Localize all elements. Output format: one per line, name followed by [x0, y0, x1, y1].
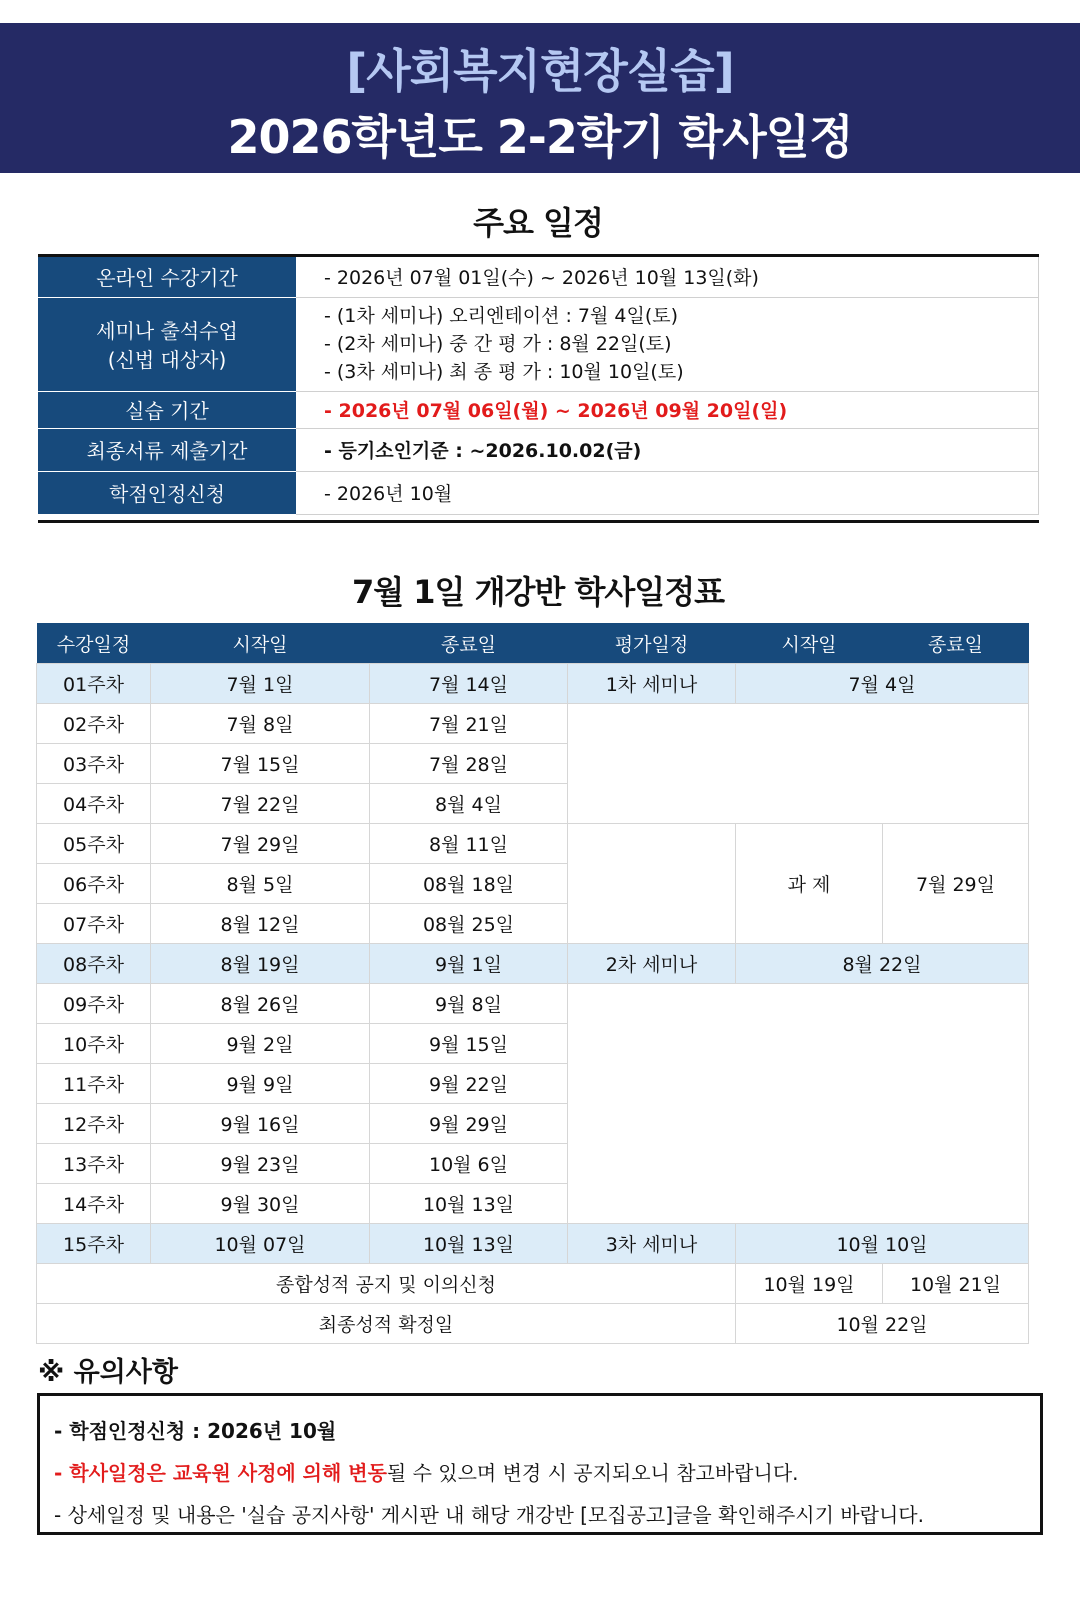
week-start: 7월 1일 [151, 664, 370, 704]
week-start: 7월 8일 [151, 704, 370, 744]
week-start: 7월 22일 [151, 784, 370, 824]
grade-notice-label: 종합성적 공지 및 이의신청 [37, 1264, 736, 1304]
eval-seminar1: 1차 세미나 [568, 664, 736, 704]
final-grade-row [37, 1304, 1029, 1344]
seminar-line-2: - (2차 세미나) 중 간 평 가 : 8월 22일(토) [324, 333, 672, 355]
key-seminar-line2: (신법 대상자) [107, 348, 227, 372]
week-label: 09주차 [37, 984, 151, 1024]
week-end: 8월 11일 [370, 824, 568, 864]
eval-seminar3-date: 10월 10일 [736, 1224, 1029, 1264]
week-start: 9월 9일 [151, 1064, 370, 1104]
eval-empty-block-2 [568, 824, 736, 944]
grade-notice-row [37, 1264, 1029, 1304]
row-documents [38, 428, 1039, 471]
week-label: 04주차 [37, 784, 151, 824]
week-label: 01주차 [37, 664, 151, 704]
main-schedule-title: 주요 일정 [473, 204, 603, 242]
seminar-line-3: - (3차 세미나) 최 종 평 가 : 10월 10일(토) [324, 361, 684, 383]
notice-line-2-rest: 될 수 있으며 변경 시 공지되오니 참고바랍니다. [386, 1461, 799, 1485]
notice-line-1: - 학점인정신청 : 2026년 10월 [54, 1419, 337, 1443]
eval-empty-block-3 [568, 984, 1029, 1224]
row-credit [38, 471, 1039, 514]
eval-seminar1-date: 7월 4일 [736, 664, 1029, 704]
notice-line-2 [54, 1452, 1026, 1494]
key-online-period: 온라인 수강기간 [38, 257, 296, 297]
week-start: 9월 2일 [151, 1024, 370, 1064]
week-start: 9월 30일 [151, 1184, 370, 1224]
col-header-eval-end: 종료일 [883, 623, 1029, 664]
week-end: 9월 22일 [370, 1064, 568, 1104]
week-end: 9월 8일 [370, 984, 568, 1024]
table-row [37, 1224, 1029, 1264]
table-row [37, 824, 1029, 864]
row-online-period [38, 257, 1039, 297]
week-label: 08주차 [37, 944, 151, 984]
col-header-start: 시작일 [151, 623, 370, 664]
week-label: 11주차 [37, 1064, 151, 1104]
col-header-course: 수강일정 [37, 623, 151, 664]
week-end: 8월 4일 [370, 784, 568, 824]
value-online-period: - 2026년 07월 01일(수) ~ 2026년 10월 13일(화) [296, 257, 1039, 297]
eval-assignment-date: 7월 29일 [883, 824, 1029, 944]
table-row [37, 664, 1029, 704]
week-end: 7월 21일 [370, 704, 568, 744]
header-subject: [사회복지현장실습] [346, 44, 734, 98]
week-end: 08월 18일 [370, 864, 568, 904]
key-documents: 최종서류 제출기간 [38, 428, 296, 471]
notice-title: ※ 유의사항 [38, 1357, 178, 1388]
week-end: 10월 6일 [370, 1144, 568, 1184]
col-header-end: 종료일 [370, 623, 568, 664]
week-label: 13주차 [37, 1144, 151, 1184]
week-start: 9월 23일 [151, 1144, 370, 1184]
value-credit: - 2026년 10월 [296, 471, 1039, 514]
week-start: 8월 5일 [151, 864, 370, 904]
value-documents: - 등기소인기준 : ~2026.10.02(금) [296, 428, 1039, 471]
table-row [37, 704, 1029, 744]
value-practice-period: - 2026년 07월 06일(월) ~ 2026년 09월 20일(일) [296, 391, 1039, 428]
week-start: 10월 07일 [151, 1224, 370, 1264]
main-schedule-table [38, 257, 1039, 515]
week-start: 9월 16일 [151, 1104, 370, 1144]
eval-seminar2-date: 8월 22일 [736, 944, 1029, 984]
week-start: 7월 29일 [151, 824, 370, 864]
final-grade-date: 10월 22일 [736, 1304, 1029, 1344]
col-header-eval-start: 시작일 [736, 623, 883, 664]
week-start: 8월 12일 [151, 904, 370, 944]
notice-line-3: - 상세일정 및 내용은 '실습 공지사항' 게시판 내 해당 개강반 [모집공고]글을 확인해주시기 바랍니다. [54, 1503, 924, 1527]
week-end: 7월 14일 [370, 664, 568, 704]
week-label: 12주차 [37, 1104, 151, 1144]
key-practice-period: 실습 기간 [38, 391, 296, 428]
week-end: 7월 28일 [370, 744, 568, 784]
eval-empty-block-1 [568, 704, 1029, 824]
eval-seminar3: 3차 세미나 [568, 1224, 736, 1264]
week-end: 9월 29일 [370, 1104, 568, 1144]
final-grade-label: 최종성적 확정일 [37, 1304, 736, 1344]
week-start: 8월 19일 [151, 944, 370, 984]
week-label: 06주차 [37, 864, 151, 904]
header-title: 2026학년도 2-2학기 학사일정 [227, 110, 853, 164]
table-row [37, 984, 1029, 1024]
week-start: 7월 15일 [151, 744, 370, 784]
week-start: 8월 26일 [151, 984, 370, 1024]
col-header-eval: 평가일정 [568, 623, 736, 664]
seminar-line-1: - (1차 세미나) 오리엔테이션 : 7월 4일(토) [324, 305, 679, 327]
eval-seminar2: 2차 세미나 [568, 944, 736, 984]
row-seminar [38, 297, 1039, 391]
key-credit: 학점인정신청 [38, 471, 296, 514]
key-seminar [38, 297, 296, 391]
week-label: 03주차 [37, 744, 151, 784]
weekly-header-row [37, 623, 1029, 664]
weekly-title: 7월 1일 개강반 학사일정표 [351, 573, 725, 611]
week-label: 14주차 [37, 1184, 151, 1224]
week-label: 02주차 [37, 704, 151, 744]
week-label: 05주차 [37, 824, 151, 864]
value-seminar [296, 297, 1039, 391]
grade-notice-start: 10월 19일 [736, 1264, 883, 1304]
main-schedule-bottom-rule [38, 520, 1039, 523]
page-header [0, 23, 1080, 173]
week-label: 10주차 [37, 1024, 151, 1064]
grade-notice-end: 10월 21일 [883, 1264, 1029, 1304]
notice-line-2-highlight: - 학사일정은 교육원 사정에 의해 변동 [54, 1461, 387, 1485]
notice-box [37, 1393, 1043, 1535]
week-end: 10월 13일 [370, 1224, 568, 1264]
week-end: 08월 25일 [370, 904, 568, 944]
week-label: 07주차 [37, 904, 151, 944]
week-label: 15주차 [37, 1224, 151, 1264]
key-seminar-line1: 세미나 출석수업 [96, 319, 238, 343]
table-row [37, 944, 1029, 984]
row-practice-period [38, 391, 1039, 428]
week-end: 9월 1일 [370, 944, 568, 984]
week-end: 9월 15일 [370, 1024, 568, 1064]
eval-assignment: 과 제 [736, 824, 883, 944]
week-end: 10월 13일 [370, 1184, 568, 1224]
weekly-schedule-table [36, 623, 1029, 1344]
